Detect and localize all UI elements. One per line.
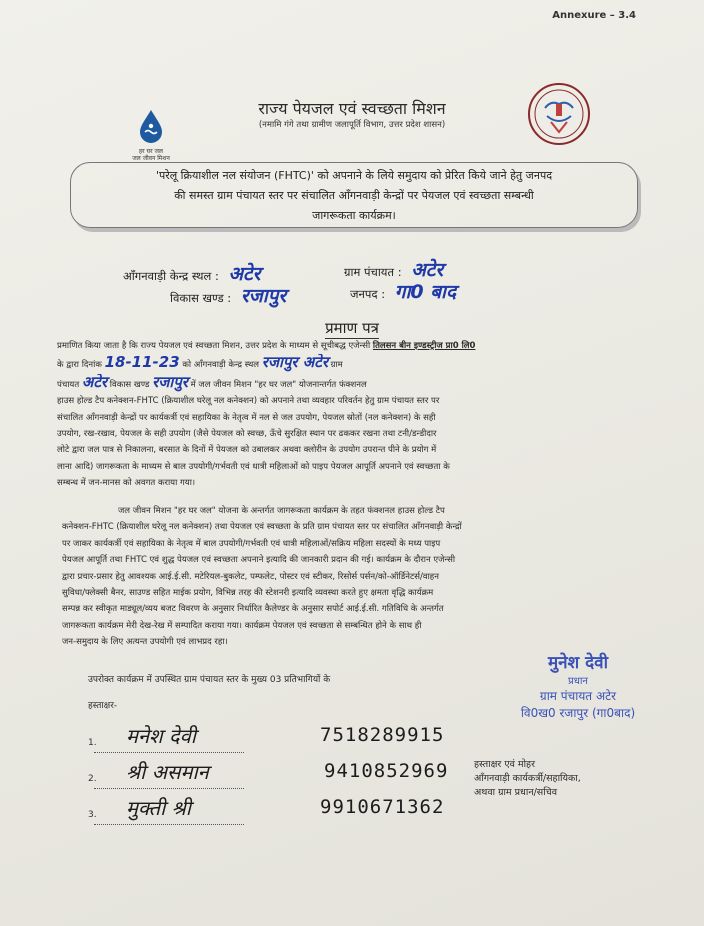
- stamp-role: प्रधान: [568, 676, 588, 687]
- p2-line-2: कनेक्शन-FHTC (क्रियाशील घरेलू नल कनेक्शन) तथा पेयजल एवं स्वच्छता के प्रति ग्राम पंचायत स्तर पर संचालित आँगनवाड़ी केन्द्रों: [62, 522, 462, 533]
- up-government-emblem-icon: [527, 82, 591, 146]
- block-value: रजापुर: [240, 285, 287, 307]
- block-handwritten: रजापुर: [152, 373, 188, 391]
- p1-line-2a: के द्वारा दिनांक: [57, 360, 102, 371]
- participant-row-1: [88, 722, 608, 758]
- mission-title: राज्य पेयजल एवं स्वच्छता मिशन: [258, 99, 446, 118]
- panchayat-handwritten: अटेर: [81, 373, 108, 391]
- banner-line-1: 'परेलू क्रियाशील नल संयोजन (FHTC)' को अपनाने के लिये समुदाय को प्रेरित किये जाने हेतु जनपद: [155, 169, 553, 182]
- participant-phone: 7518289915: [320, 724, 445, 746]
- p1-line-3b: विकास खण्ड: [109, 379, 150, 390]
- stamp-office: ग्राम पंचायत अटेर: [539, 689, 617, 703]
- anganwadi-label: आँगनवाड़ी केन्द्र स्थल :: [123, 269, 219, 283]
- district-value: गा0 बाद: [394, 281, 457, 303]
- banner-line-2: की समस्त ग्राम पंचायत स्तर पर संचालित आँगनवाड़ी केन्द्रों पर पेयजल एवं स्वच्छता सम्बन्धी: [174, 189, 534, 202]
- p2-line-7: सम्पन्न कर स्वीकृत माड्यूल/व्यय बजट विवरण के अनुसार निर्धारित कैलेण्डर के अनुसार सपोर्ट आई.ई.सी. गतिविधि के अन्तर्गत: [62, 604, 444, 615]
- p1-line-9: सम्बन्ध में जन-मानस को अवगत कराया गया।: [57, 478, 196, 489]
- logo-subtext: जल जीवन मिशन: [132, 155, 170, 162]
- p2-line-9: जन-समुदाय के लिए अत्यन्त उपयोगी एवं लाभप्रद रहा।: [62, 637, 228, 648]
- participant-signature: श्री असमान: [126, 760, 209, 784]
- p1-line-2c: ग्राम: [330, 360, 343, 371]
- participant-number: 2.: [88, 774, 97, 784]
- note-line-3: अथवा ग्राम प्रधान/सचिव: [474, 787, 557, 798]
- panchayat-value: अटेर: [411, 259, 444, 281]
- signing-authority-note: [474, 758, 581, 800]
- program-banner: [70, 162, 638, 228]
- district-field: [350, 278, 456, 304]
- participant-phone: 9910671362: [320, 796, 445, 818]
- p1-line-5: संचालित आँगनवाड़ी केन्द्रों पर कार्यकर्त्री एवं सहायिका के नेतृत्व में नल से जल उपयोग, पेयजल स्रोतों (नल कनेक्शन) के सही: [57, 412, 436, 423]
- pradhan-stamp: [508, 650, 648, 721]
- mission-subtitle: (नमामि गंगे तथा ग्रामीण जलापूर्ति विभाग, उत्तर प्रदेश शासन): [258, 120, 446, 130]
- p2-line-3: पर जाकर कार्यकर्त्री एवं सहायिका के नेतृत्व में बाल उपयोगी/गर्भवती एवं धात्री महिलाओं/सक्रिय महिला सदस्यों के मध्य पाइप: [62, 538, 441, 549]
- signature-label: हस्ताक्षर-: [88, 701, 118, 711]
- p2-line-5: द्वारा प्रचार-प्रसार हेतु आवश्यक आई.ई.सी. मटेरियल-बुकलेट, पम्फलेट, पोस्टर एवं स्टीकर, रिसोर्स पर्सन/को-ऑर्डिनेटर्स/वाहन: [62, 571, 440, 582]
- venue-handwritten: रजापुर अटेर: [261, 354, 328, 372]
- signature-line: [94, 788, 244, 789]
- certificate-paragraph-2: [62, 503, 672, 651]
- note-line-1: हस्ताक्षर एवं मोहर: [474, 759, 535, 770]
- participant-signature: मुक्ती श्री: [126, 796, 191, 820]
- stamp-block: वि0ख0 रजापुर (गा0बाद): [520, 706, 636, 720]
- note-line-2: आँगनवाड़ी कार्यकर्त्री/सहायिका,: [474, 773, 581, 784]
- signature-line: [94, 752, 244, 753]
- certificate-heading: प्रमाण पत्र: [325, 319, 379, 337]
- panchayat-label: ग्राम पंचायत :: [344, 265, 402, 279]
- block-label: विकास खण्ड :: [170, 291, 232, 305]
- p2-line-1: जल जीवन मिशन "हर घर जल" योजना के अन्तर्गत जागरूकता कार्यक्रम के तहत फंक्शनल हाउस होल्ड टैप: [118, 506, 445, 516]
- participant-number: 3.: [88, 810, 97, 820]
- p1-line-8: लाना आदि) जागरूकता के माध्यम से बाल उपयोगी/गर्भवती एवं धात्री महिलाओं को पाइप पेयजल आपूर्ति अपनाने एवं स्वच्छता के: [57, 461, 450, 472]
- participant-number: 1.: [88, 738, 97, 748]
- p2-line-4: पेयजल आपूर्ति तथा FHTC एवं शुद्ध पेयजल एवं स्वच्छता अपनाने इत्यादि की जानकारी प्रदान की गई। कार्यक्रम के दौरान एजेन्सी: [62, 555, 456, 566]
- certificate-paragraph-1: [57, 338, 657, 492]
- participant-signature: मनेश देवी: [126, 724, 196, 748]
- p1-line-7: लोटे द्वारा जल पात्र से निकालना, बरसात के दिनों में पेयजल को उबालकर अथवा क्लोरीन के उपयोग उपरान्त पीने के प्रयोग में: [57, 445, 437, 456]
- signature-line: [94, 824, 244, 825]
- p1-line-6: उपयोग, रख-रखाव, पेयजल के सही उपयोग (जैसे पेयजल को स्वच्छ, ऊँचे सुरक्षित स्थान पर ढककर रखना तथा टनी/डन्डीदार: [57, 429, 437, 440]
- participants-intro: उपरोक्त कार्यक्रम में उपस्थित ग्राम पंचायत स्तर के मुख्य 03 प्रतिभागियों के: [88, 675, 331, 685]
- block-field: [170, 282, 286, 308]
- p1-line-3c: में जल जीवन मिशन "हर घर जल" योजनान्तर्गत फंक्शनल: [190, 379, 367, 390]
- p1-line-2b: को आँगनवाड़ी केन्द्र स्थल: [182, 360, 260, 371]
- p2-line-6: सुविधा/फ्लेक्सी बैनर, साउण्ड सहित माईक प्रयोग, विभिन्न तरह की स्टेशनरी इत्यादि व्यवस्था करते हुए क्षमता वृद्धि कार्यक्रम: [62, 588, 434, 599]
- agency-name: तिलसन बीन इण्डस्ट्रीज प्रा0 लि0: [372, 341, 476, 351]
- logo-text: हर घर जल: [139, 148, 163, 155]
- p2-line-8: जागरूकता कार्यक्रम मेरी देख-रेख में सम्पादित कराया गया। कार्यक्रम पेयजल एवं स्वच्छता से सम्बन्धित होने के साथ ही: [62, 620, 422, 631]
- stamp-name: मुनेश देवी: [548, 653, 608, 673]
- p1-line-4: हाउस होल्ड टैप कनेक्शन-FHTC (क्रियाशील घरेलू नल कनेक्शन) को अपनाने तथा व्यवहार परिवर्तन हेतु ग्राम पंचायत स्तर पर: [57, 396, 440, 407]
- anganwadi-value: अटेर: [228, 263, 261, 285]
- participant-phone: 9410852969: [324, 760, 449, 782]
- annexure-label: Annexure – 3.4: [552, 10, 636, 21]
- p1-line-1: प्रमाणित किया जाता है कि राज्य पेयजल एवं स्वच्छता मिशन, उत्तर प्रदेश के माध्यम से सूचीबद्ध एजेन्सी: [57, 341, 371, 351]
- event-date: 18-11-23: [104, 354, 180, 372]
- district-label: जनपद :: [350, 287, 386, 301]
- p1-line-3a: पंचायत: [57, 379, 80, 390]
- banner-line-3: जागरूकता कार्यक्रम।: [312, 209, 396, 222]
